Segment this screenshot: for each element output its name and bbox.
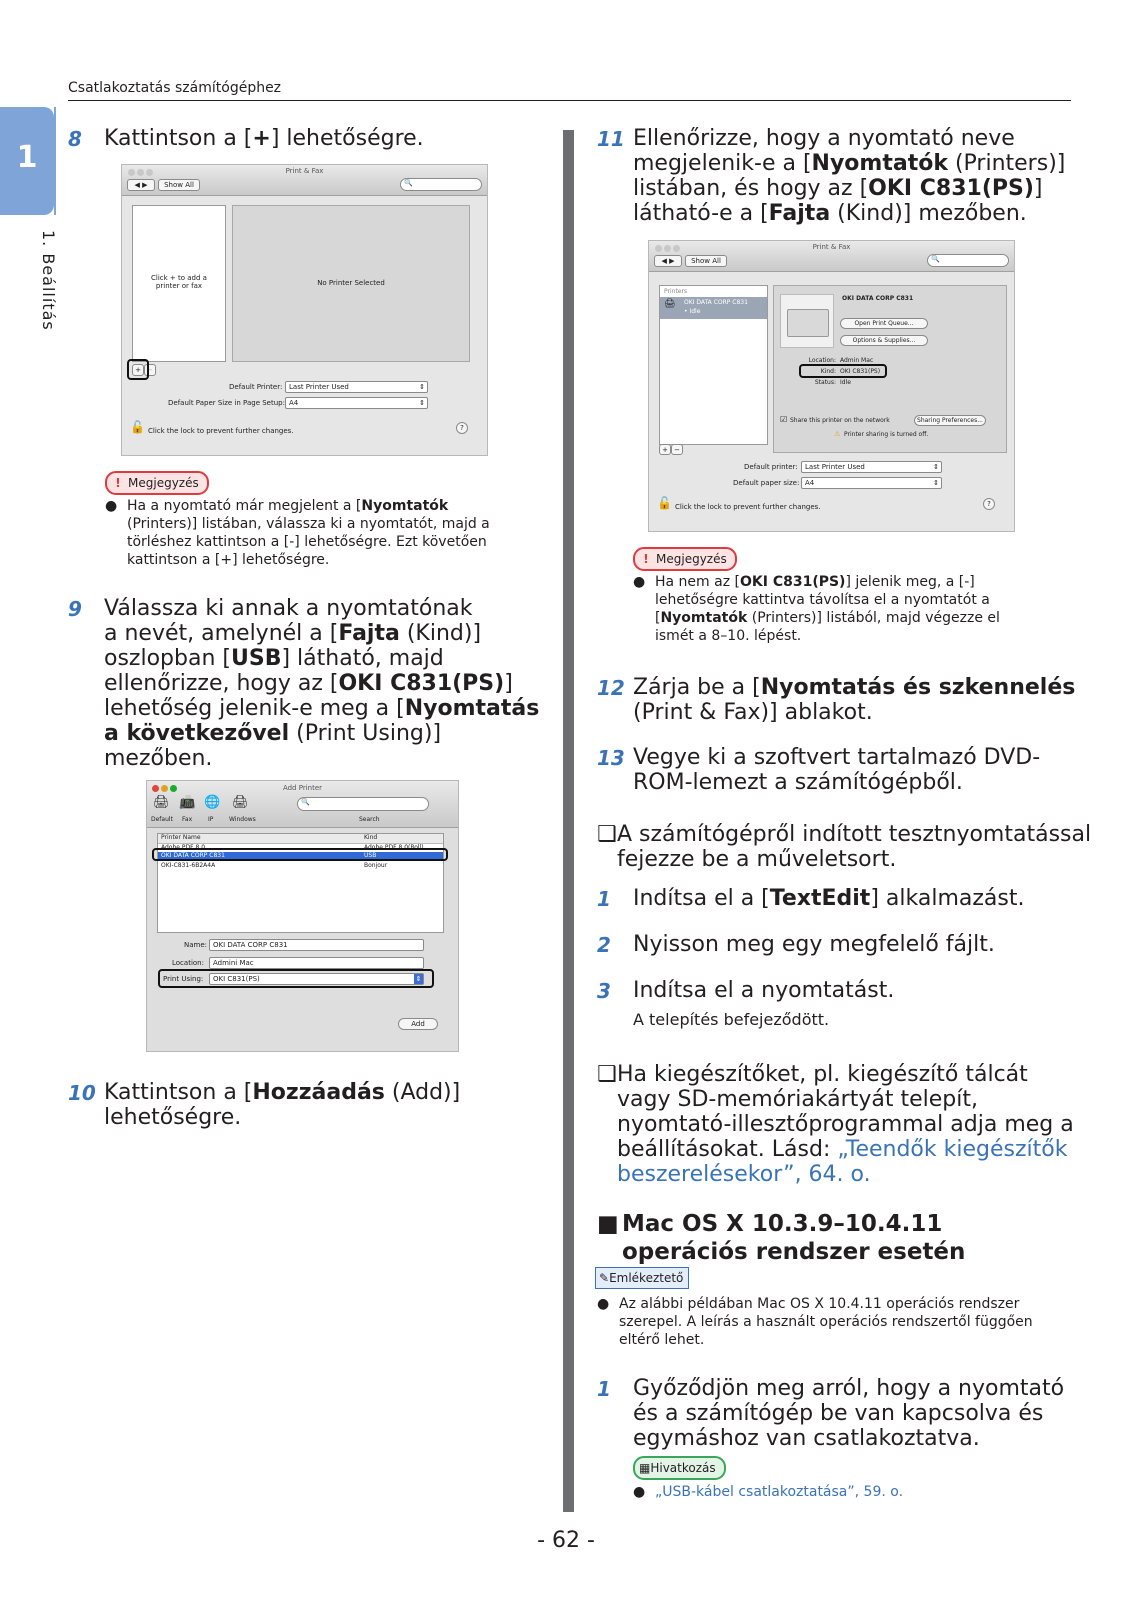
default-printer-icon[interactable]: 🖨 [153, 795, 170, 810]
location-label: Location: [172, 959, 204, 967]
note-badge: ! Megjegyzés [633, 547, 737, 571]
printer-detail-pane [773, 285, 1007, 453]
column-divider [563, 130, 574, 1512]
section-heading: Mac OS X 10.3.9–10.4.11 operációs rendszer esetén [622, 1211, 966, 1265]
default-printer-select[interactable]: Last Printer Used ⇕ [801, 461, 942, 473]
paper-size-select[interactable]: A4 ⇕ [801, 477, 942, 489]
print-fax-screenshot [121, 164, 488, 456]
warning-icon: ⚠ [834, 430, 841, 438]
name-input[interactable]: OKI DATA CORP C831 [209, 939, 424, 951]
printers-header: Printers [664, 288, 688, 295]
step-number: 11 [597, 127, 625, 151]
column-header[interactable]: Printer Name [161, 834, 201, 841]
status-label: Status: [814, 379, 836, 386]
reference-badge: ▦Hivatkozás [633, 1456, 726, 1480]
square-bullet-icon: ■ [597, 1211, 619, 1237]
cross-reference-link[interactable]: beszerelésekor”, 64. o. [617, 1162, 871, 1187]
reference-body [633, 1483, 903, 1501]
location-value: Admin Mac [840, 357, 874, 364]
memo-badge: ✎Emlékeztető [595, 1267, 689, 1289]
page-number: - 62 - [537, 1528, 595, 1553]
table-cell: Bonjour [364, 862, 388, 869]
step-number: 2 [597, 933, 611, 957]
printer-list [659, 285, 768, 445]
running-header: Csatlakoztatás számítógéphez [68, 80, 282, 96]
check-item-2: Ha kiegészítőket, pl. kiegészítő tálcát vagy SD-memóriakártyát telepít, nyomtató-illesztőprogrammal adja meg a beállításokat. Lásd: „Teendők kiegészítők beszerelésekor”, 64. o. [617, 1062, 1074, 1187]
step-number: 3 [597, 979, 611, 1003]
kind-value: OKI C831(PS) [840, 368, 881, 375]
step-number: 12 [597, 676, 625, 700]
add-hint: Click + to add a printer or fax [151, 274, 207, 290]
note-1-body: ● Ha a nyomtató már megjelent a [Nyomtatók (Printers)] listában, válassza ki a nyomtatót, majd a törléshez kattintson a [-] lehetőségre. Ezt követően kattintson a [+] lehetőségre. [105, 498, 490, 568]
printer-image [780, 294, 834, 348]
highlight-box [158, 969, 434, 988]
header-rule [68, 100, 1071, 101]
note-2-body: ● Ha nem az [OKI C831(PS)] jelenik meg, a [-] lehetőségre kattintva távolítsa el a nyomtatót a [Nyomtatók (Printers)] listából, majd végezze el ismét a 8–10. lépést. [633, 574, 1000, 644]
search-icon: 🔍 [301, 798, 310, 806]
step-number: 13 [597, 746, 625, 770]
back-forward-icon[interactable]: ◀ ▶ [127, 179, 155, 191]
chapter-number: 1 [16, 140, 38, 175]
printer-item-selected[interactable]: 🖨 OKI DATA CORP C831 • Idle [660, 297, 767, 319]
add-printer-button[interactable]: + [659, 444, 671, 455]
remove-printer-button[interactable]: − [671, 444, 683, 455]
exclamation-icon: ! [115, 476, 121, 490]
default-printer-label: Default printer: [744, 463, 798, 471]
book-icon: ▦ [639, 1461, 651, 1475]
step-10-text: Kattintson a [Hozzáadás (Add)] lehetőségre. [104, 1080, 461, 1130]
print-using-label: Print Using: [163, 975, 204, 983]
table-row[interactable]: Adobe PDF 8.0 [161, 844, 206, 851]
memo-body: ● Az alábbi példában Mac OS X 10.4.11 operációs rendszer szerepel. A leírás a használt operációs rendszertől függően eltérő lehet. [597, 1296, 1033, 1348]
cross-reference-link[interactable]: „Teendők kiegészítők [837, 1137, 1068, 1162]
printer-detail-pane [232, 205, 470, 362]
add-button[interactable]: Add [398, 1018, 438, 1030]
window-toolbar [649, 241, 1014, 272]
step-number: 10 [68, 1081, 96, 1105]
paper-size-select[interactable]: A4 ⇕ [285, 397, 428, 409]
step-number: 1 [597, 1377, 611, 1401]
lock-text: Click the lock to prevent further changes. [675, 503, 821, 511]
kind-label: Kind: [820, 368, 836, 375]
table-header [158, 834, 443, 844]
search-label: Search [359, 816, 380, 823]
window-toolbar [122, 165, 487, 196]
highlight-box [152, 848, 448, 861]
bullet-icon: ● [633, 574, 646, 590]
status-value: Idle [840, 379, 851, 386]
help-button[interactable]: ? [983, 498, 995, 510]
step-number: 9 [68, 597, 82, 621]
checkbox-icon: ❑ [597, 822, 617, 847]
location-input[interactable]: Admini Mac [209, 957, 424, 969]
sub-step-1-text: Indítsa el a [TextEdit] alkalmazást. [633, 886, 1025, 911]
cross-reference-link[interactable]: „USB-kábel csatlakoztatása”, 59. o. [655, 1484, 904, 1500]
sub-step-3-result: A telepítés befejeződött. [633, 1010, 830, 1029]
back-forward-icon[interactable]: ◀ ▶ [654, 255, 682, 267]
help-button[interactable]: ? [456, 422, 468, 434]
ip-icon[interactable]: 🌐 [204, 795, 221, 810]
step-11-text: Ellenőrizze, hogy a nyomtató neve megjelenik-e a [Nyomtatók (Printers)] listában, és hogy az [OKI C831(PS)] látható-e a [Fajta (Kind)] mezőben. [633, 126, 1066, 226]
column-header[interactable]: Kind [364, 834, 378, 841]
step-12-text: Zárja be a [Nyomtatás és szkennelés (Print & Fax)] ablakot. [633, 675, 1076, 725]
step-number: 1 [597, 887, 611, 911]
name-label: Name: [184, 941, 208, 949]
window-title: Print & Fax [285, 167, 324, 175]
window-title: Print & Fax [812, 243, 851, 251]
remove-printer-button[interactable]: − [144, 364, 156, 376]
show-all-button[interactable]: Show All [158, 179, 200, 191]
printer-icon: 🖨 [664, 299, 676, 309]
sub-step-2-text: Nyisson meg egy megfelelő fájlt. [633, 932, 995, 957]
toolbar-label: Default [151, 816, 173, 823]
checkbox-icon: ❑ [597, 1062, 617, 1087]
search-input[interactable] [400, 178, 482, 191]
printer-list[interactable] [132, 205, 226, 362]
toolbar-label: IP [208, 816, 214, 823]
paper-size-label: Default paper size: [733, 479, 800, 487]
table-row-selected[interactable]: OKI DATA CORP C831 USB [158, 852, 443, 861]
sub-step-3-text: Indítsa el a nyomtatást. [633, 978, 895, 1003]
pencil-icon: ✎ [599, 1271, 610, 1285]
window-title: Add Printer [282, 784, 323, 792]
print-fax-printer-screenshot [648, 240, 1015, 532]
print-using-select[interactable]: OKI C831(PS) ⇕ [209, 973, 424, 985]
lock-icon[interactable]: 🔓 [657, 496, 672, 510]
step-8-text: Kattintson a [+] lehetőségre. [104, 126, 424, 151]
check-item-1: A számítógépről indított tesztnyomtatással fejezze be a műveletsort. [617, 822, 1092, 872]
sharing-off-text: Printer sharing is turned off. [844, 431, 929, 438]
search-icon: 🔍 [404, 179, 413, 187]
step-b1-text: Győződjön meg arról, hogy a nyomtató és a számítógép be van kapcsolva és egymáshoz van csatlakoztatva. [633, 1376, 1065, 1451]
sharing-preferences-button[interactable]: Sharing Preferences... [914, 415, 986, 426]
bullet-icon: ● [105, 498, 118, 514]
search-input[interactable] [297, 797, 429, 811]
share-label: Share this printer on the network [790, 417, 890, 424]
highlight-box [799, 364, 887, 378]
bullet-icon: ● [597, 1296, 610, 1312]
open-print-queue-button[interactable]: Open Print Queue... [840, 318, 928, 329]
step-9-text: Válassza ki annak a nyomtatónak a nevét, amelynél a [Fajta (Kind)] oszlopban [USB] látható, majd ellenőrizze, hogy az [OKI C831(PS)] lehetőség jelenik-e meg a [Nyomtatás a következővel (Print Using)] mezőben. [104, 596, 540, 771]
add-printer-screenshot [146, 780, 459, 1052]
checkbox-icon[interactable]: ☑ [780, 415, 788, 424]
chapter-label: 1. Beállítás [39, 230, 58, 331]
step-number: 8 [68, 127, 82, 151]
window-toolbar [147, 781, 458, 828]
default-printer-label: Default Printer: [229, 383, 283, 391]
search-icon: 🔍 [931, 255, 940, 263]
table-cell: Adobe PDF 8.0(Roll) [364, 844, 424, 851]
exclamation-icon: ! [643, 552, 649, 566]
default-printer-select[interactable]: Last Printer Used ⇕ [285, 381, 428, 393]
windows-printer-icon[interactable]: 🖨 [232, 795, 249, 810]
lock-text: Click the lock to prevent further changes. [148, 427, 294, 435]
step-13-text: Vegye ki a szoftvert tartalmazó DVD- ROM-lemezt a számítógépből. [633, 745, 1041, 795]
fax-icon[interactable]: 📠 [179, 795, 196, 810]
printer-name: OKI DATA CORP C831 [842, 295, 914, 302]
paper-size-label: Default Paper Size in Page Setup: [168, 399, 285, 407]
options-supplies-button[interactable]: Options & Supplies... [840, 335, 928, 346]
table-row[interactable]: OKI-C831-6B2A4A [161, 862, 216, 869]
printer-icon [787, 309, 829, 337]
show-all-button[interactable]: Show All [685, 255, 727, 267]
location-label: Location: [808, 357, 836, 364]
search-input[interactable] [927, 254, 1009, 267]
chapter-tab-line [54, 107, 56, 215]
highlight-box [127, 359, 149, 380]
note-badge: ! Megjegyzés [105, 471, 209, 495]
no-printer-label: No Printer Selected [317, 279, 385, 287]
toolbar-label: Windows [229, 816, 256, 823]
toolbar-label: Fax [182, 816, 193, 823]
bullet-icon: ● [633, 1484, 646, 1500]
lock-icon[interactable]: 🔓 [130, 420, 145, 434]
add-printer-button[interactable]: + [132, 364, 144, 376]
